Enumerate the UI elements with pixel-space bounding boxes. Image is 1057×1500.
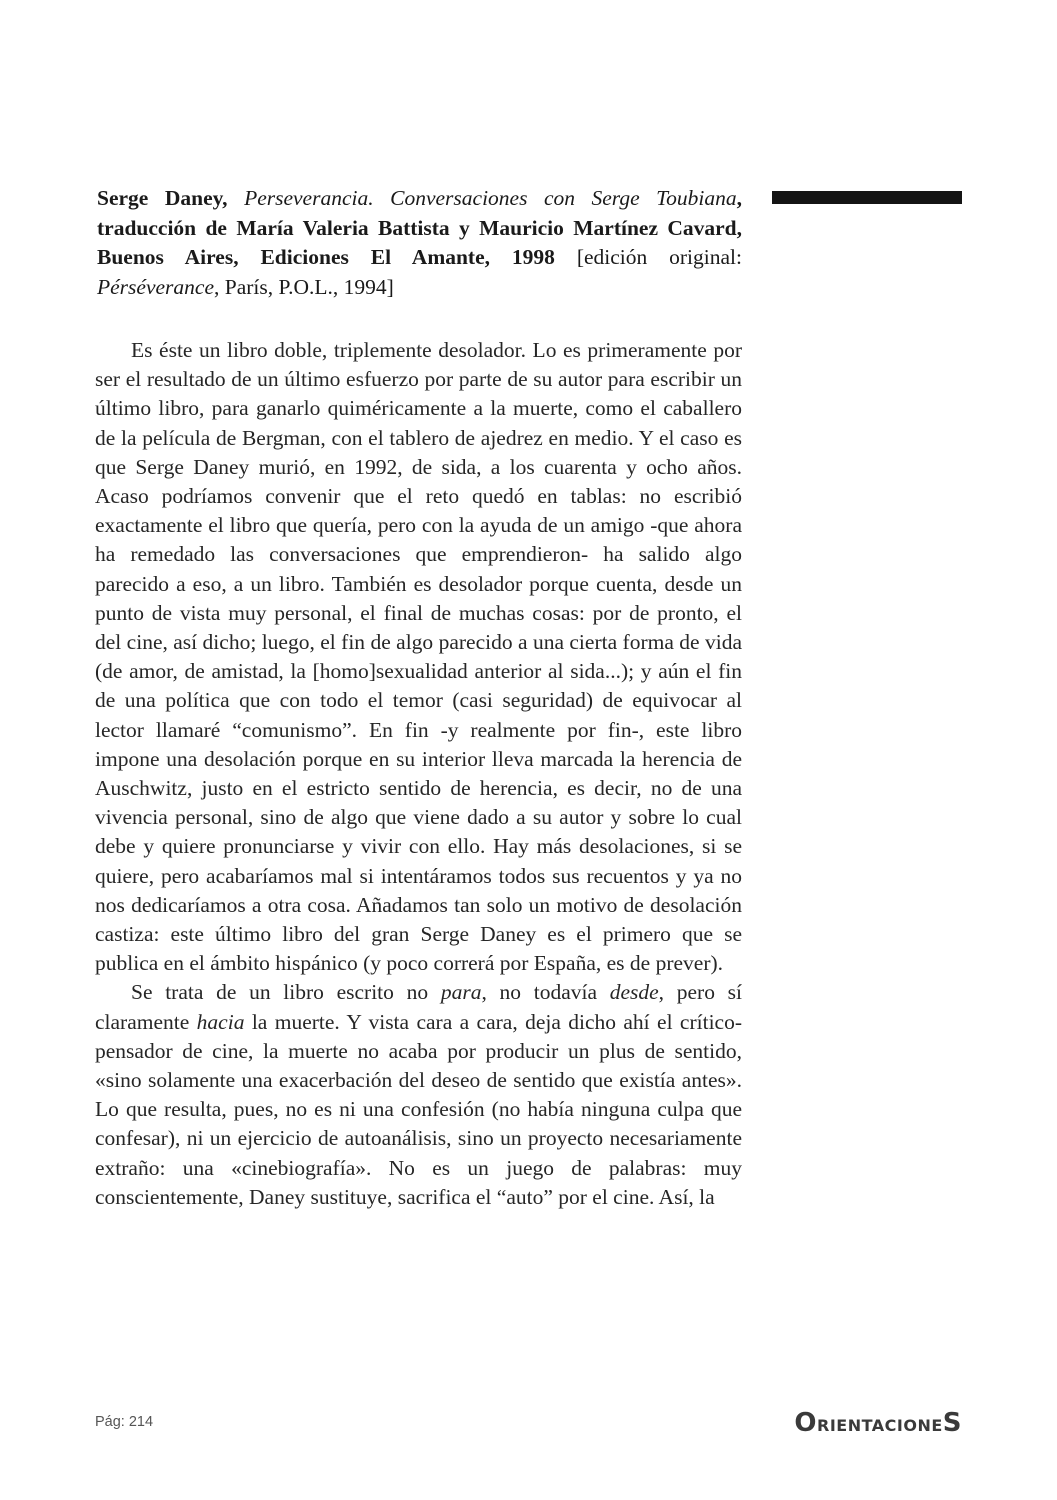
heading-original-suffix: , París, P.O.L., 1994] <box>214 274 394 299</box>
logo-middle-letters: RIENTACIONE <box>817 1416 943 1435</box>
p2-emphasis-para: para <box>440 980 482 1005</box>
heading-author: Serge Daney, <box>97 186 245 210</box>
paragraph-1: Es éste un libro doble, triplemente desolador. Lo es primeramente por ser el resultado de un último esfuerzo por parte de su autor para escribir un último libro, para ganarlo quiméricamente a la muerte, como el caballero de la película de Bergman, con el tablero de ajedrez en medio. Y el caso es que Serge Daney murió, en 1992, de sida, a los cuarenta y ocho años. Acaso podríamos convenir que el reto quedó en tablas: no escribió exactamente el libro que quería, pero con la ayuda de un amigo -que ahora ha remedado las conversaciones que emprendieron- ha salido algo parecido a eso, a un libro. También es desolador porque cuenta, desde un punto de vista muy personal, el final de muchas cosas: por de pronto, el del cine, así dicho; luego, el fin de algo parecido a una cierta forma de vida (de amor, de amistad, la [homo]sexualidad anterior al sida...); y aún el fin de una política que con todo el temor (casi seguridad) de equivocar al lector llamaré “comunismo”. En fin -y realmente por fin-, este libro impone una desolación porque en su interior lleva marcada la herencia de Auschwitz, justo en el estricto sentido de herencia, es decir, no de una vivencia personal, sino de algo que viene dado a su autor y sobre lo cual debe y quiere pronunciarse y vivir con ello. Hay más desolaciones, si se quiere, pero acabaríamos mal si intentáramos todos sus recuentos y ya no nos dedicaríamos a otra cosa. Añadamos tan solo un motivo de desolación castiza: este último libro del gran Serge Daney es el primero que se publica en el ámbito hispánico (y poco correrá por España, es de prever). <box>95 338 742 976</box>
p2-text-b: , no todavía <box>481 980 610 1005</box>
p2-emphasis-hacia: hacia <box>196 1009 245 1034</box>
logo-last-letter: S <box>942 1408 962 1438</box>
heading-original-title: Pérséverance <box>97 274 214 299</box>
p2-text-a: Se trata de un libro escrito no <box>131 980 441 1005</box>
heading-book-title: Perseverancia. Conversaciones con Serge Toubiana <box>244 186 737 210</box>
review-body <box>95 336 742 1212</box>
book-reference-heading <box>97 184 742 302</box>
decorative-rule-bar <box>772 191 962 204</box>
logo-first-letter: O <box>794 1408 817 1438</box>
p2-emphasis-desde: desde <box>609 980 659 1005</box>
heading-original-prefix: [edición original: <box>576 245 742 269</box>
paragraph-2 <box>95 978 742 1212</box>
journal-logo <box>794 1408 962 1438</box>
p2-text-c: , pero sí claramente <box>95 980 742 1034</box>
heading-details: , traducción de María Valeria Battista y Mauricio Martínez Cavard, Buenos Aires, Ediciones El Amante, 1998 <box>97 186 742 269</box>
p2-text-d: la muerte. Y vista cara a cara, deja dicho ahí el crítico-pensador de cine, la muerte no acaba por producir un plus de sentido, «sino solamente una exacerbación del deseo de sentido que existía antes». Lo que resulta, pues, no es ni una confesión (no había ninguna culpa que confesar), ni un ejercicio de autoanálisis, sino un proyecto necesariamente extraño: una «cinebiografía». No es un juego de palabras: muy conscientemente, Daney sustituye, sacrifica el “auto” por el cine. Así, la <box>95 1009 742 1209</box>
page-number: Pág: 214 <box>95 1414 154 1430</box>
